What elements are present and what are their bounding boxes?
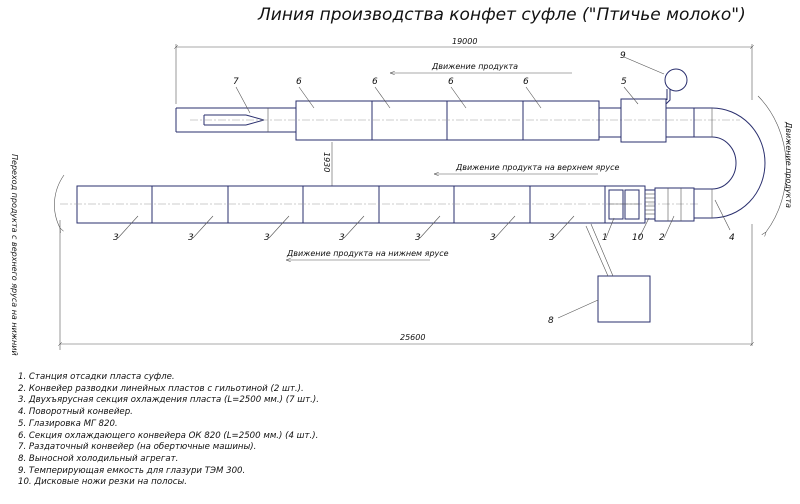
callout-2: 2 — [659, 233, 665, 243]
callout-6d: 6 — [523, 77, 529, 87]
legend-item-5: 5. Глазировка МГ 820. — [18, 418, 118, 429]
callout-6c: 6 — [448, 77, 454, 87]
lower-tier-flow — [286, 249, 449, 260]
callout-10: 10 — [632, 233, 644, 243]
legend-item-6: 6. Секция охлаждающего конвейера ОК 820 (L=2500 мм.) (4 шт.). — [18, 430, 319, 441]
callout-6a: 6 — [296, 77, 302, 87]
turn-flow-label: Движение продукта — [784, 122, 793, 209]
upper-flow-arrow — [390, 62, 572, 73]
callout-3a: 3 — [113, 233, 119, 243]
legend-item-10: 10. Дисковые ножи резки на полосы. — [18, 477, 187, 488]
callout-1: 1 — [602, 233, 608, 243]
callout-3e: 3 — [415, 233, 421, 243]
upper-flow-label: Движение продукта — [432, 62, 519, 71]
callout-3g: 3 — [549, 233, 555, 243]
dimension-19000-label: 19000 — [452, 37, 478, 46]
callout-6b: 6 — [372, 77, 378, 87]
legend-item-3: 3. Двухъярусная секция охлаждения пласта (L=2500 мм.) (7 шт.). — [18, 395, 319, 406]
legend — [18, 372, 398, 489]
callout-3d: 3 — [339, 233, 345, 243]
two-tier-cooling-sections — [60, 186, 700, 223]
callout-3b: 3 — [188, 233, 194, 243]
callout-8: 8 — [548, 316, 554, 326]
tempering-tank — [665, 69, 687, 104]
upper-tier-flow-label: Движение продукта на верхнем ярусе — [456, 163, 620, 172]
upper-tier-flow — [434, 163, 619, 174]
callout-3c: 3 — [264, 233, 270, 243]
callout-4: 4 — [729, 233, 735, 243]
dimension-25600 — [60, 220, 752, 350]
legend-item-1: 1. Станция отсадки пласта суфле. — [18, 372, 175, 382]
glazing-mg820 — [599, 99, 694, 142]
depositing-station — [605, 186, 645, 223]
guillotine-conveyor — [655, 188, 694, 221]
turn-flow-arrow — [758, 96, 793, 232]
transfer-flow-arrow — [10, 154, 64, 356]
lower-tier-flow-label: Движение продукта на нижнем ярусе — [287, 249, 449, 258]
callout-9: 9 — [620, 51, 626, 61]
legend-item-4: 4. Поворотный конвейер. — [18, 407, 133, 418]
scheme-title: Линия производства конфет суфле ("Птичье молоко") — [258, 5, 746, 25]
dimension-1930 — [322, 142, 332, 186]
dimension-25600-label: 25600 — [400, 333, 426, 342]
legend-item-9: 9. Темперирующая емкость для глазури ТЭМ 300. — [18, 465, 246, 476]
callout-5: 5 — [621, 77, 627, 87]
dimension-1930-label: 1930 — [322, 152, 331, 173]
transfer-flow-label: Переход продукта с верхнего яруса на нижний — [10, 154, 19, 356]
callout-7: 7 — [233, 77, 239, 87]
callouts-lower — [113, 200, 735, 326]
disc-knives — [645, 190, 655, 219]
callout-3f: 3 — [490, 233, 496, 243]
turning-conveyor — [694, 108, 765, 218]
legend-item-8: 8. Выносной холодильный агрегат. — [18, 453, 179, 464]
legend-item-2: 2. Конвейер разводки линейных пластов с гильотиной (2 шт.). — [18, 383, 304, 394]
legend-item-7: 7. Раздаточный конвейер (на обертючные машины). — [18, 442, 257, 453]
